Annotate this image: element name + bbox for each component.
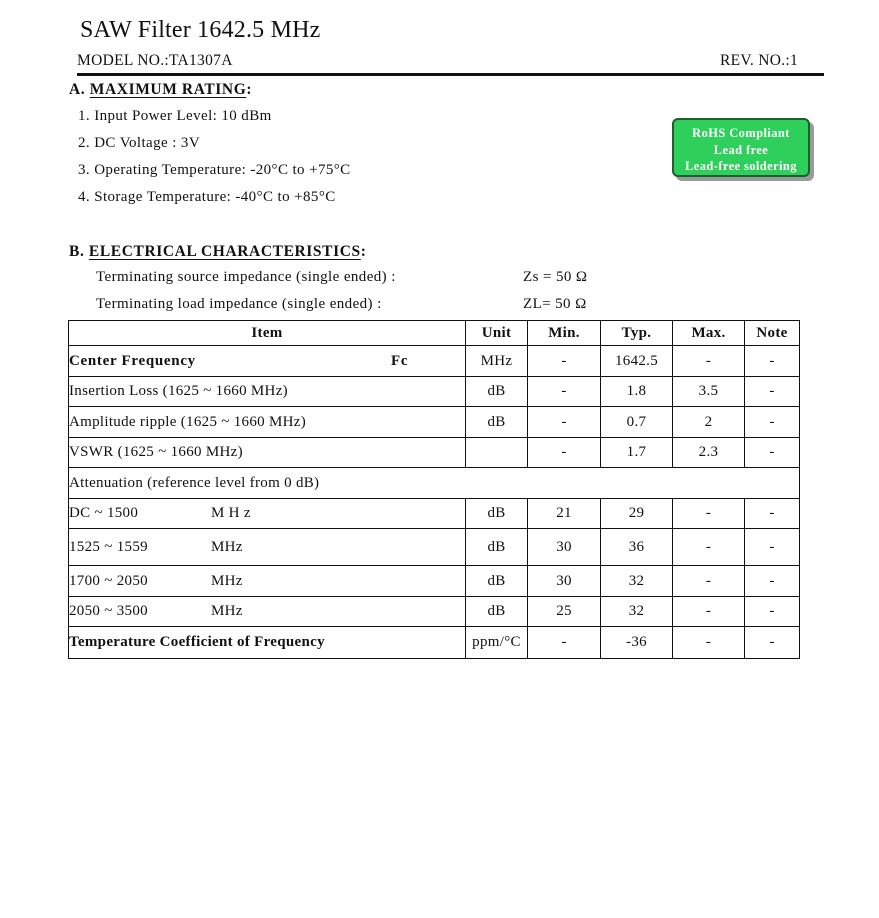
row-item-cell <box>69 346 466 377</box>
row-unit: dB <box>466 566 528 597</box>
load-impedance-label: Terminating load impedance (single ended) : <box>96 296 382 312</box>
table-row <box>69 438 800 468</box>
section-a-title: MAXIMUM RATING <box>89 81 247 98</box>
load-impedance-value: ZL= 50 Ω <box>523 296 587 312</box>
row-min: 30 <box>528 529 601 566</box>
row-note: - <box>745 597 800 627</box>
row-item-cell <box>69 597 466 627</box>
row-unit <box>466 438 528 468</box>
row-unit: dB <box>466 407 528 438</box>
table-row <box>69 597 800 627</box>
row-item-cell <box>69 529 466 566</box>
row-unit: MHz <box>466 346 528 377</box>
header-max: Max. <box>673 321 745 346</box>
row-note: - <box>745 499 800 529</box>
row-min: - <box>528 407 601 438</box>
row-max: - <box>673 499 745 529</box>
page-title: SAW Filter 1642.5 MHz <box>80 17 321 43</box>
header-min: Min. <box>528 321 601 346</box>
rating-item-3: 3. Operating Temperature: -20°C to +75°C <box>78 162 351 178</box>
attenuation-header-row <box>69 468 800 499</box>
row-typ: 1.8 <box>601 377 673 407</box>
row-item: Amplitude ripple (1625 ~ 1660 MHz) <box>69 407 466 438</box>
section-b-title: ELECTRICAL CHARACTERISTICS <box>88 243 361 260</box>
row-typ: 32 <box>601 597 673 627</box>
row-typ: 32 <box>601 566 673 597</box>
rohs-line-2: Lead free <box>713 142 769 157</box>
table-row <box>69 529 800 566</box>
table-row <box>69 566 800 597</box>
row-min: - <box>528 377 601 407</box>
section-a-prefix: A. <box>69 81 90 98</box>
rohs-line-1: RoHS Compliant <box>692 126 790 140</box>
rohs-compliant-badge <box>672 118 810 177</box>
row-min: 21 <box>528 499 601 529</box>
row-typ: 0.7 <box>601 407 673 438</box>
row-item-cell <box>69 499 466 529</box>
row-range: DC ~ 1500 <box>69 505 139 521</box>
row-unit: ppm/°C <box>466 627 528 659</box>
row-item: Temperature Coefficient of Frequency <box>69 627 466 659</box>
header-note: Note <box>745 321 800 346</box>
electrical-characteristics-table <box>68 320 800 659</box>
row-range-unit: MHz <box>211 572 243 589</box>
row-unit: dB <box>466 499 528 529</box>
rating-item-2: 2. DC Voltage : 3V <box>78 135 201 151</box>
row-unit: dB <box>466 597 528 627</box>
row-typ: 1.7 <box>601 438 673 468</box>
row-max: 2.3 <box>673 438 745 468</box>
row-item-label: Center Frequency <box>69 352 196 369</box>
row-range: 2050 ~ 3500 <box>69 603 148 619</box>
row-max: 3.5 <box>673 377 745 407</box>
row-max: - <box>673 566 745 597</box>
row-note: - <box>745 627 800 659</box>
row-min: - <box>528 627 601 659</box>
row-min: - <box>528 438 601 468</box>
row-item-cell <box>69 566 466 597</box>
table-row <box>69 407 800 438</box>
row-range: 1525 ~ 1559 <box>69 538 148 555</box>
rohs-line-3: Lead-free soldering <box>685 159 797 173</box>
row-range-unit: MHz <box>211 603 243 619</box>
row-max: - <box>673 597 745 627</box>
row-max: - <box>673 529 745 566</box>
row-typ: -36 <box>601 627 673 659</box>
row-item: Insertion Loss (1625 ~ 1660 MHz) <box>69 377 466 407</box>
row-max: 2 <box>673 407 745 438</box>
rating-item-4: 4. Storage Temperature: -40°C to +85°C <box>78 189 336 205</box>
table-header-row <box>69 321 800 346</box>
row-unit: dB <box>466 529 528 566</box>
row-range-unit: MHz <box>211 538 243 555</box>
source-impedance-label: Terminating source impedance (single ended) : <box>96 269 396 285</box>
attenuation-label: Attenuation (reference level from 0 dB) <box>69 468 800 499</box>
header-typ: Typ. <box>601 321 673 346</box>
section-b-prefix: B. <box>69 243 89 260</box>
row-note: - <box>745 346 800 377</box>
model-number: MODEL NO.:TA1307A <box>77 52 233 69</box>
row-item-symbol: Fc <box>391 352 409 369</box>
row-range-unit: M H z <box>211 505 251 521</box>
table-row <box>69 627 800 659</box>
row-note: - <box>745 529 800 566</box>
section-a-heading <box>69 81 252 99</box>
section-b-colon: : <box>360 243 367 260</box>
row-typ: 1642.5 <box>601 346 673 377</box>
section-b-heading <box>69 243 367 261</box>
rating-item-1: 1. Input Power Level: 10 dBm <box>78 108 272 124</box>
table-row <box>69 346 800 377</box>
header-divider <box>77 73 824 76</box>
revision-number: REV. NO.:1 <box>720 52 799 69</box>
row-typ: 36 <box>601 529 673 566</box>
row-max: - <box>673 627 745 659</box>
row-typ: 29 <box>601 499 673 529</box>
source-impedance-value: Zs = 50 Ω <box>523 269 588 285</box>
row-min: 30 <box>528 566 601 597</box>
row-min: - <box>528 346 601 377</box>
header-unit: Unit <box>466 321 528 346</box>
header-item: Item <box>69 321 466 346</box>
table-row <box>69 499 800 529</box>
row-note: - <box>745 438 800 468</box>
row-range: 1700 ~ 2050 <box>69 572 148 589</box>
row-note: - <box>745 407 800 438</box>
row-unit: dB <box>466 377 528 407</box>
row-min: 25 <box>528 597 601 627</box>
section-a-colon: : <box>246 81 253 98</box>
row-note: - <box>745 566 800 597</box>
row-item: VSWR (1625 ~ 1660 MHz) <box>69 438 466 468</box>
row-max: - <box>673 346 745 377</box>
row-note: - <box>745 377 800 407</box>
table-row <box>69 377 800 407</box>
